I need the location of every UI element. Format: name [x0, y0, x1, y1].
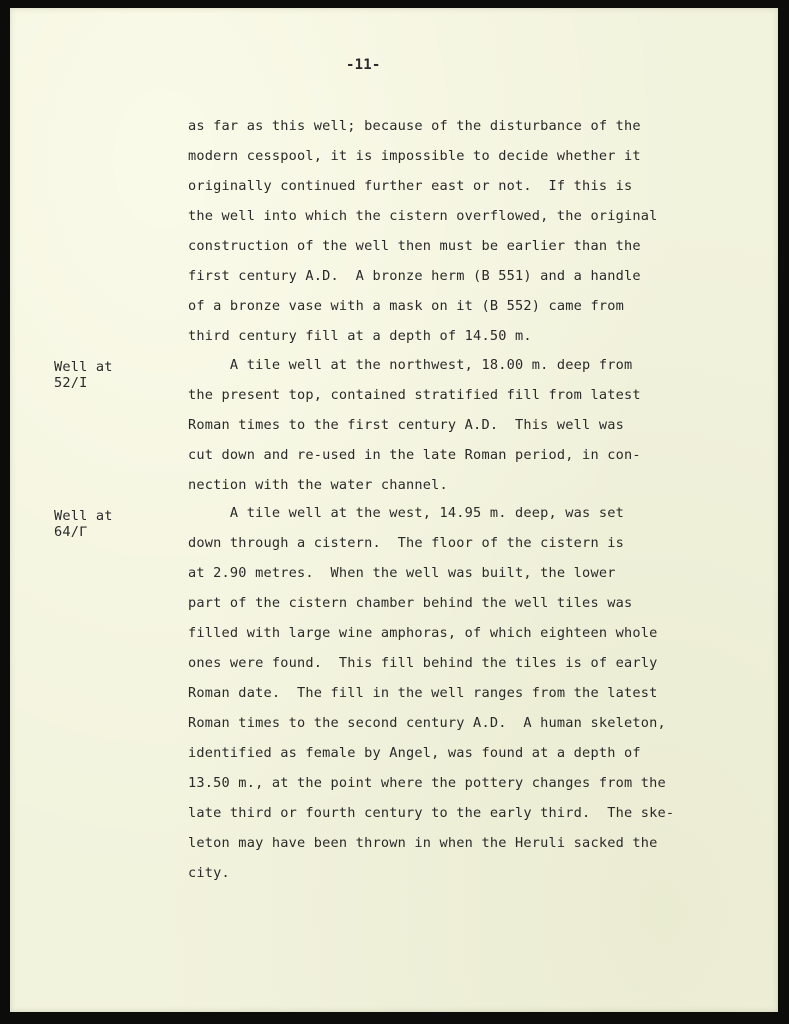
text-line: construction of the well then must be earlier than the [188, 238, 641, 254]
text-line: ones were found. This fill behind the tiles is of early [188, 655, 658, 671]
text-line: identified as female by Angel, was found at a depth of [188, 745, 641, 761]
text-line: A tile well at the west, 14.95 m. deep, was set [188, 505, 624, 521]
text-line: city. [188, 865, 230, 881]
text-line: third century fill at a depth of 14.50 m. [188, 328, 532, 344]
text-line: Roman times to the first century A.D. This well was [188, 417, 624, 433]
margin-note-location: 52/I [54, 375, 88, 391]
text-line: cut down and re-used in the late Roman period, in con- [188, 447, 641, 463]
margin-note-label: Well at [54, 508, 113, 524]
text-line: 13.50 m., at the point where the pottery changes from the [188, 775, 666, 791]
margin-note-location: 64/Γ [54, 524, 88, 540]
text-line: Roman date. The fill in the well ranges from the latest [188, 685, 658, 701]
text-line: the well into which the cistern overflowed, the original [188, 208, 658, 224]
margin-note-label: Well at [54, 359, 113, 375]
text-line: first century A.D. A bronze herm (B 551) and a handle [188, 268, 641, 284]
text-line: Roman times to the second century A.D. A human skeleton, [188, 715, 666, 731]
text-line: down through a cistern. The floor of the cistern is [188, 535, 624, 551]
text-line: nection with the water channel. [188, 477, 448, 493]
text-line: of a bronze vase with a mask on it (B 552) came from [188, 298, 624, 314]
text-line: filled with large wine amphoras, of which eighteen whole [188, 625, 658, 641]
text-line: at 2.90 metres. When the well was built, the lower [188, 565, 616, 581]
text-line: late third or fourth century to the early third. The ske- [188, 805, 675, 821]
text-line: the present top, contained stratified fill from latest [188, 387, 641, 403]
page-number: -11- [346, 57, 381, 73]
text-line: as far as this well; because of the disturbance of the [188, 118, 641, 134]
text-line: part of the cistern chamber behind the well tiles was [188, 595, 633, 611]
text-line: modern cesspool, it is impossible to decide whether it [188, 148, 641, 164]
text-line: A tile well at the northwest, 18.00 m. deep from [188, 357, 633, 373]
text-line: leton may have been thrown in when the Heruli sacked the [188, 835, 658, 851]
text-line: originally continued further east or not. If this is [188, 178, 633, 194]
